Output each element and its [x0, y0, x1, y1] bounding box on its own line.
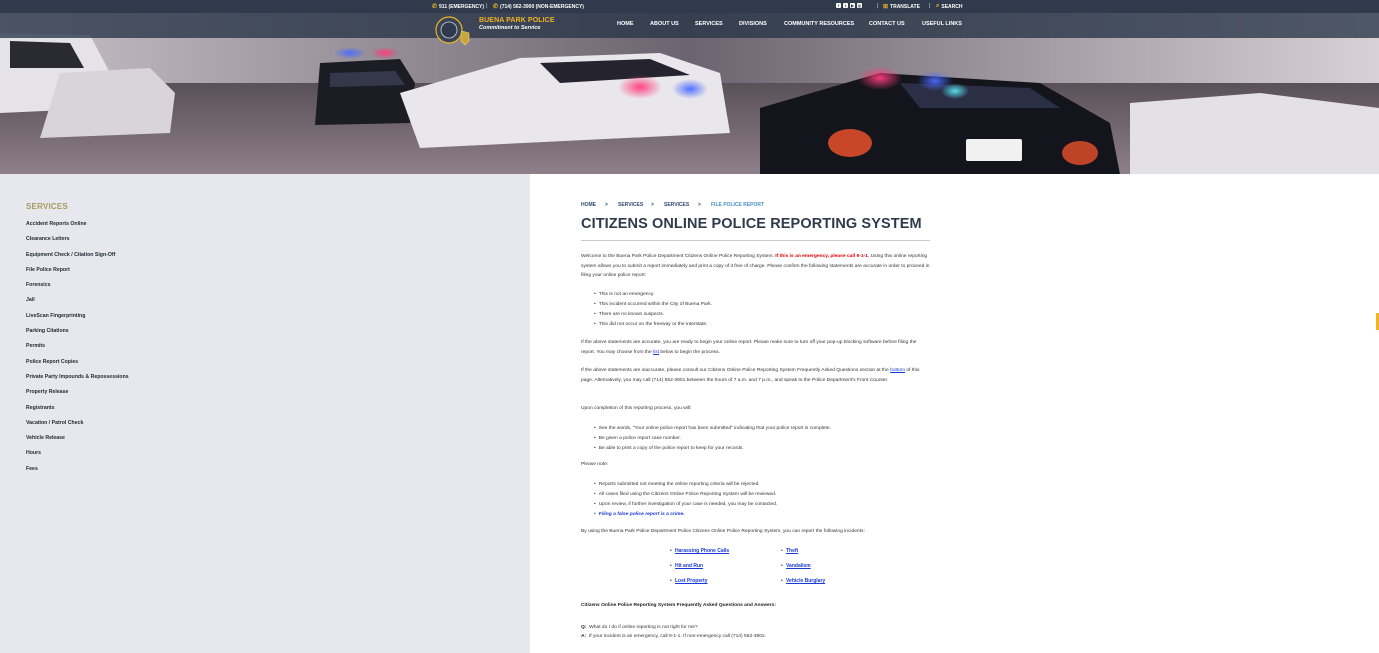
- emergency-notice: If this is an emergency, please call 9-1-1.: [775, 254, 870, 259]
- list-item: • Reports submitted not meeting the online reporting criteria will be rejected.: [594, 482, 760, 487]
- nav-contact-us[interactable]: CONTACT US: [869, 21, 905, 27]
- list-item: • Be given a police report case number.: [594, 436, 681, 441]
- main-content: [530, 174, 1379, 653]
- sidebar-item-police-report-copies[interactable]: Police Report Copies: [26, 358, 79, 365]
- intro-paragraph: Welcome to the Buena Park Police Department Citizens Online Police Reporting System. If this is an emergency, please call 9-1-1. Using this online reporting system allows you to submit a report immediately and print a copy of it free of charge. Please confirm the following statements are accurate in order to proceed in filing your online police report:: [581, 254, 930, 279]
- sidebar-item-vehicle-release[interactable]: Vehicle Release: [26, 435, 65, 442]
- non-emergency-phone[interactable]: ✆ (714) 562-3900 (NON-EMERGENCY): [493, 3, 584, 10]
- sidebar-heading: SERVICES: [26, 202, 68, 211]
- breadcrumb-current: FILE POLICE REPORT: [711, 202, 765, 208]
- phone-icon: ✆: [432, 4, 438, 10]
- phone-icon: ✆: [493, 4, 499, 10]
- divider: |: [929, 3, 931, 9]
- search-icon: ⌕: [936, 3, 940, 9]
- bullet: •: [781, 578, 783, 584]
- nav-community-resources[interactable]: COMMUNITY RESOURCES: [784, 21, 855, 27]
- nav-about-us[interactable]: ABOUT US: [650, 21, 679, 27]
- sidebar-item-clearance-letters[interactable]: Clearance Letters: [26, 236, 70, 243]
- sidebar-item-permits[interactable]: Permits: [26, 343, 46, 350]
- page-title: CITIZENS ONLINE POLICE REPORTING SYSTEM: [581, 216, 922, 232]
- false-report-warning: • Filing a false police report is a crime.: [594, 512, 685, 517]
- breadcrumb-services-2[interactable]: SERVICES: [664, 202, 690, 208]
- completion-paragraph: Upon completion of this reporting process, you will:: [581, 406, 692, 411]
- brand-name: BUENA PARK POLICE: [479, 17, 555, 24]
- bullet: •: [781, 563, 783, 569]
- incident-theft[interactable]: Theft: [786, 548, 799, 554]
- inaccurate-paragraph: If the above statements are inaccurate, please consult our Citizens Online Police Reporting System Frequently Asked Questions section at the bottom of this page. Alternatively, you may call (714) 562-3901 between the hours of 7 a.m. and 7 p.m., and speak to the Police Department's Front Counter.: [581, 368, 920, 383]
- bullet: •: [670, 578, 672, 584]
- emergency-phone[interactable]: ✆ 911 (EMERGENCY): [432, 3, 485, 10]
- facebook-icon[interactable]: f: [837, 3, 840, 8]
- sidebar-item-property-release[interactable]: Property Release: [26, 389, 69, 396]
- breadcrumb-separator: >: [698, 202, 701, 208]
- search-link[interactable]: ⌕ SEARCH: [936, 3, 963, 10]
- sidebar-menu: [26, 221, 129, 481]
- incident-vandalism[interactable]: Vandalism: [786, 563, 811, 569]
- incident-vehicle-burglary[interactable]: Vehicle Burglary: [786, 578, 826, 584]
- ready-paragraph: If the above statements are accurate, you are ready to begin your online report. Please make sure to turn off your pop-up blocking software before filing the report. You may choose from the list below to begin the process.: [581, 340, 917, 355]
- sidebar-item-forensics[interactable]: Forensics: [26, 282, 51, 289]
- nav-services[interactable]: SERVICES: [695, 21, 723, 27]
- instagram-icon[interactable]: ◎: [857, 3, 862, 8]
- brand-tagline: Commitment to Service: [479, 25, 541, 31]
- incident-lost-property[interactable]: Lost Property: [675, 578, 708, 584]
- social-links: [836, 3, 862, 8]
- list-item: • Be able to print a copy of the police report to keep for your records.: [594, 446, 744, 451]
- bullet: •: [670, 548, 672, 554]
- incident-harassing-phone-calls[interactable]: Harassing Phone Calls: [675, 548, 730, 554]
- list-item: • This did not occur on the freeway or the interstate.: [594, 322, 707, 327]
- faq-answer: A: If your incident is an emergency, call 9-1-1. If non-emergency call (714) 562-3902.: [581, 634, 767, 639]
- list-item: • There are no known suspects.: [594, 312, 664, 317]
- sidebar-item-private-party-impounds[interactable]: Private Party Impounds & Repossessions: [26, 373, 129, 380]
- breadcrumb-home[interactable]: HOME: [581, 202, 596, 208]
- sidebar-item-jail[interactable]: Jail: [26, 297, 35, 304]
- sidebar-item-vacation-patrol[interactable]: Vacation / Patrol Check: [26, 419, 84, 426]
- list-item: • Upon review, if further investigation of your case is needed, you may be contacted.: [594, 502, 777, 507]
- sidebar-item-parking-citations[interactable]: Parking Citations: [26, 328, 69, 335]
- divider: |: [877, 3, 879, 9]
- nav-divisions[interactable]: DIVISIONS: [739, 21, 767, 27]
- bullet: •: [670, 563, 672, 569]
- sidebar-item-registrants[interactable]: Registrants: [26, 404, 55, 411]
- services-sidebar: [0, 174, 530, 653]
- note-label: Please note:: [581, 462, 609, 467]
- list-item: • This is not an emergency.: [594, 292, 654, 297]
- sidebar-item-equipment-check[interactable]: Equipment Check / Citation Sign-Off: [26, 251, 116, 258]
- faq-question: Q: What do I do if online reporting is not right for me?: [581, 625, 698, 630]
- list-item: • See the words, "Your online police report has been submitted" indicating that your police report is complete.: [594, 426, 831, 431]
- list-link[interactable]: list: [653, 349, 660, 355]
- youtube-icon[interactable]: ▶: [850, 3, 855, 8]
- incidents-intro: By using the Buena Park Police Department Police Citizens Online Police Reporting System, you can report the following incidents:: [581, 529, 865, 534]
- translate-icon: ⊞: [883, 4, 889, 10]
- sidebar-item-hours[interactable]: Hours: [26, 450, 41, 457]
- brand-block[interactable]: [479, 17, 555, 31]
- divider: |: [486, 3, 488, 9]
- twitter-icon[interactable]: t: [844, 3, 847, 8]
- nav-home[interactable]: HOME: [617, 21, 634, 27]
- police-badge-logo[interactable]: [433, 15, 473, 49]
- breadcrumb-services[interactable]: SERVICES: [618, 202, 644, 208]
- sidebar-item-accident-reports[interactable]: Accident Reports Online: [26, 221, 87, 227]
- incident-hit-and-run[interactable]: Hit and Run: [675, 563, 704, 569]
- list-item: • This incident occurred within the City of Buena Park.: [594, 302, 712, 307]
- bottom-link[interactable]: bottom: [890, 368, 906, 373]
- sidebar-item-file-police-report[interactable]: File Police Report: [26, 266, 70, 273]
- nav-useful-links[interactable]: USEFUL LINKS: [922, 21, 962, 27]
- sidebar-item-livescan[interactable]: LiveScan Fingerprinting: [26, 312, 86, 319]
- translate-link[interactable]: ⊞ TRANSLATE: [883, 3, 920, 10]
- breadcrumb-separator: >: [605, 202, 608, 208]
- faq-heading: Citizens Online Police Reporting System Frequently Asked Questions and Answers:: [581, 603, 777, 608]
- list-item: • All cases filed using the Citizens Online Police Reporting System will be reviewed.: [594, 492, 776, 497]
- main-nav-bar: [0, 13, 1379, 38]
- bullet: •: [781, 548, 783, 554]
- title-divider: [581, 240, 930, 241]
- breadcrumb-separator: >: [651, 202, 654, 208]
- sidebar-item-fees[interactable]: Fees: [26, 465, 38, 472]
- utility-bar: [0, 0, 1379, 13]
